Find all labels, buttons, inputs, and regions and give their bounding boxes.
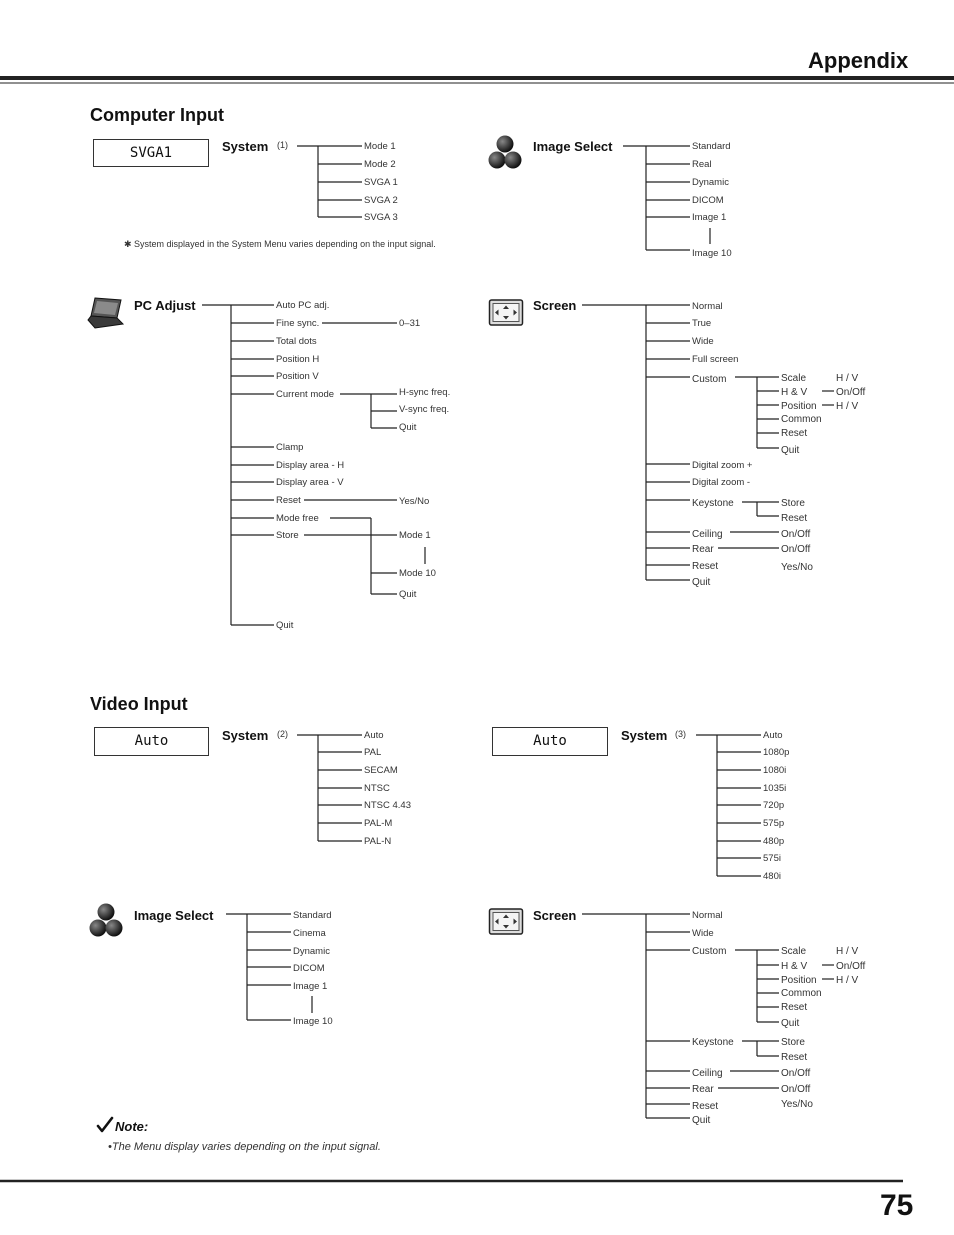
list-item: H / V [836, 373, 859, 384]
list-item: H & V [781, 387, 808, 398]
list-item: Store [781, 498, 805, 509]
note-text: •The Menu display varies depending on the input signal. [108, 1141, 381, 1153]
page-number: 75 [880, 1189, 914, 1222]
list-item: Standard [293, 910, 332, 921]
list-item: 720p [763, 800, 785, 811]
list-item: Common [781, 414, 822, 425]
list-item: Quit [692, 1115, 711, 1126]
list-item: Dynamic [692, 177, 729, 188]
reset-value: Yes/No [781, 562, 813, 573]
list-item: H / V [836, 946, 859, 957]
list-item: Store [781, 1037, 805, 1048]
system-display-box: Auto [492, 727, 608, 756]
list-item: Auto [763, 730, 783, 741]
list-item: Rear [692, 544, 714, 555]
list-item: Reset [692, 561, 719, 572]
list-item: Total dots [276, 336, 317, 347]
list-item: Normal [692, 301, 723, 312]
list-item: PAL-M [364, 818, 393, 829]
menu-label-screen: Screen [533, 908, 577, 923]
list-item: On/Off [836, 961, 866, 972]
list-item: Mode 2 [364, 159, 396, 170]
screen-icon [488, 297, 524, 329]
list-item: 575p [763, 818, 785, 829]
list-item: 575i [763, 853, 781, 864]
list-item: Scale [781, 373, 807, 384]
checkmark-icon [96, 1116, 114, 1134]
list-item: Reset [781, 1002, 808, 1013]
list-item: Image 1 [692, 212, 727, 223]
reset-value: Yes/No [781, 1099, 813, 1110]
rear-value: On/Off [781, 1084, 811, 1095]
list-item: SECAM [364, 765, 398, 776]
list-item: SVGA 1 [364, 177, 398, 188]
list-item: Rear [692, 1084, 714, 1095]
list-item: H / V [836, 975, 859, 986]
list-item: H / V [836, 401, 859, 412]
list-item: 1080i [763, 765, 787, 776]
list-item: Mode 1 [399, 530, 431, 541]
rear-value: On/Off [781, 544, 811, 555]
list-item: Ceiling [692, 529, 723, 540]
list-item: Cinema [293, 928, 326, 939]
list-item: Scale [781, 946, 807, 957]
system-ref-note: (3) [675, 729, 686, 739]
system-ref-note: (1) [277, 140, 288, 150]
list-item: Quit [399, 589, 417, 600]
list-item: Display area - H [276, 460, 345, 471]
list-item: Standard [692, 141, 731, 152]
list-item: 480p [763, 836, 785, 847]
image-select-icon [88, 902, 124, 940]
list-item: V-sync freq. [399, 404, 450, 415]
fine-sync-range: 0–31 [399, 318, 421, 329]
list-item: Quit [399, 422, 417, 433]
section-title-video-input: Video Input [90, 694, 188, 714]
list-item: 480i [763, 871, 781, 882]
list-item: 1035i [763, 783, 787, 794]
menu-label-image-select: Image Select [134, 908, 214, 923]
list-item: Custom [692, 946, 727, 957]
image-select-icon [487, 134, 523, 172]
list-item: Position [781, 975, 817, 986]
list-item: On/Off [836, 387, 866, 398]
list-item: Reset [781, 513, 808, 524]
list-item: PAL-N [364, 836, 392, 847]
list-item: True [692, 318, 712, 329]
list-item: Image 10 [293, 1016, 333, 1027]
list-item: Digital zoom + [692, 460, 753, 471]
menu-label-system: System [222, 139, 269, 154]
list-item: 1080p [763, 747, 790, 758]
list-item: Quit [781, 445, 800, 456]
list-item: DICOM [293, 963, 325, 974]
list-item: Quit [276, 620, 294, 631]
list-item: PAL [364, 747, 382, 758]
reset-value: Yes/No [399, 496, 430, 507]
list-item: Auto [364, 730, 384, 741]
menu-label-pc-adjust: PC Adjust [134, 298, 196, 313]
list-item: H-sync freq. [399, 387, 451, 398]
list-item: Quit [692, 577, 711, 588]
list-item: Keystone [692, 1037, 734, 1048]
list-item: Dynamic [293, 946, 330, 957]
list-item: Keystone [692, 498, 734, 509]
screen-icon [488, 906, 524, 938]
list-item: Position [781, 401, 817, 412]
ceiling-value: On/Off [781, 1068, 811, 1079]
list-item: Position H [276, 354, 320, 365]
menu-label-image-select: Image Select [533, 139, 613, 154]
list-item: Mode 1 [364, 141, 396, 152]
system-ref-note: (2) [277, 729, 288, 739]
list-item: Reset [781, 1052, 808, 1063]
list-item: Fine sync. [276, 318, 320, 329]
list-item: Wide [692, 928, 714, 939]
list-item: Auto PC adj. [276, 300, 330, 311]
list-item: H & V [781, 961, 808, 972]
list-item: Custom [692, 374, 727, 385]
laptop-icon [87, 296, 125, 330]
list-item: SVGA 3 [364, 212, 398, 223]
list-item: Reset [781, 428, 808, 439]
note-title: Note: [115, 1119, 149, 1134]
menu-label-system: System [222, 728, 269, 743]
list-item: Quit [781, 1018, 800, 1029]
menu-label-screen: Screen [533, 298, 577, 313]
list-item: Wide [692, 336, 714, 347]
list-item: Mode 10 [399, 568, 436, 579]
ceiling-value: On/Off [781, 529, 811, 540]
list-item: Mode free [276, 513, 319, 524]
list-item: Reset [276, 495, 301, 506]
section-title-computer-input: Computer Input [90, 105, 224, 125]
list-item: Image 10 [692, 248, 732, 259]
list-item: NTSC [364, 783, 390, 794]
list-item: Digital zoom - [692, 477, 751, 488]
system-display-box: SVGA1 [93, 139, 209, 167]
system-display-box: Auto [94, 727, 209, 756]
list-item: Full screen [692, 354, 739, 365]
list-item: Reset [692, 1101, 719, 1112]
list-item: NTSC 4.43 [364, 800, 411, 811]
list-item: Display area - V [276, 477, 344, 488]
list-item: Image 1 [293, 981, 328, 992]
list-item: Position V [276, 371, 319, 382]
list-item: Store [276, 530, 299, 541]
list-item: SVGA 2 [364, 195, 398, 206]
list-item: Real [692, 159, 712, 170]
list-item: DICOM [692, 195, 724, 206]
list-item: Current mode [276, 389, 335, 400]
system-footnote: ✱ System displayed in the System Menu varies depending on the input signal. [124, 239, 436, 249]
list-item: Ceiling [692, 1068, 723, 1079]
list-item: Clamp [276, 442, 304, 453]
page-header-title: Appendix [808, 48, 909, 73]
menu-label-system: System [621, 728, 668, 743]
list-item: Common [781, 988, 822, 999]
list-item: Normal [692, 910, 723, 921]
